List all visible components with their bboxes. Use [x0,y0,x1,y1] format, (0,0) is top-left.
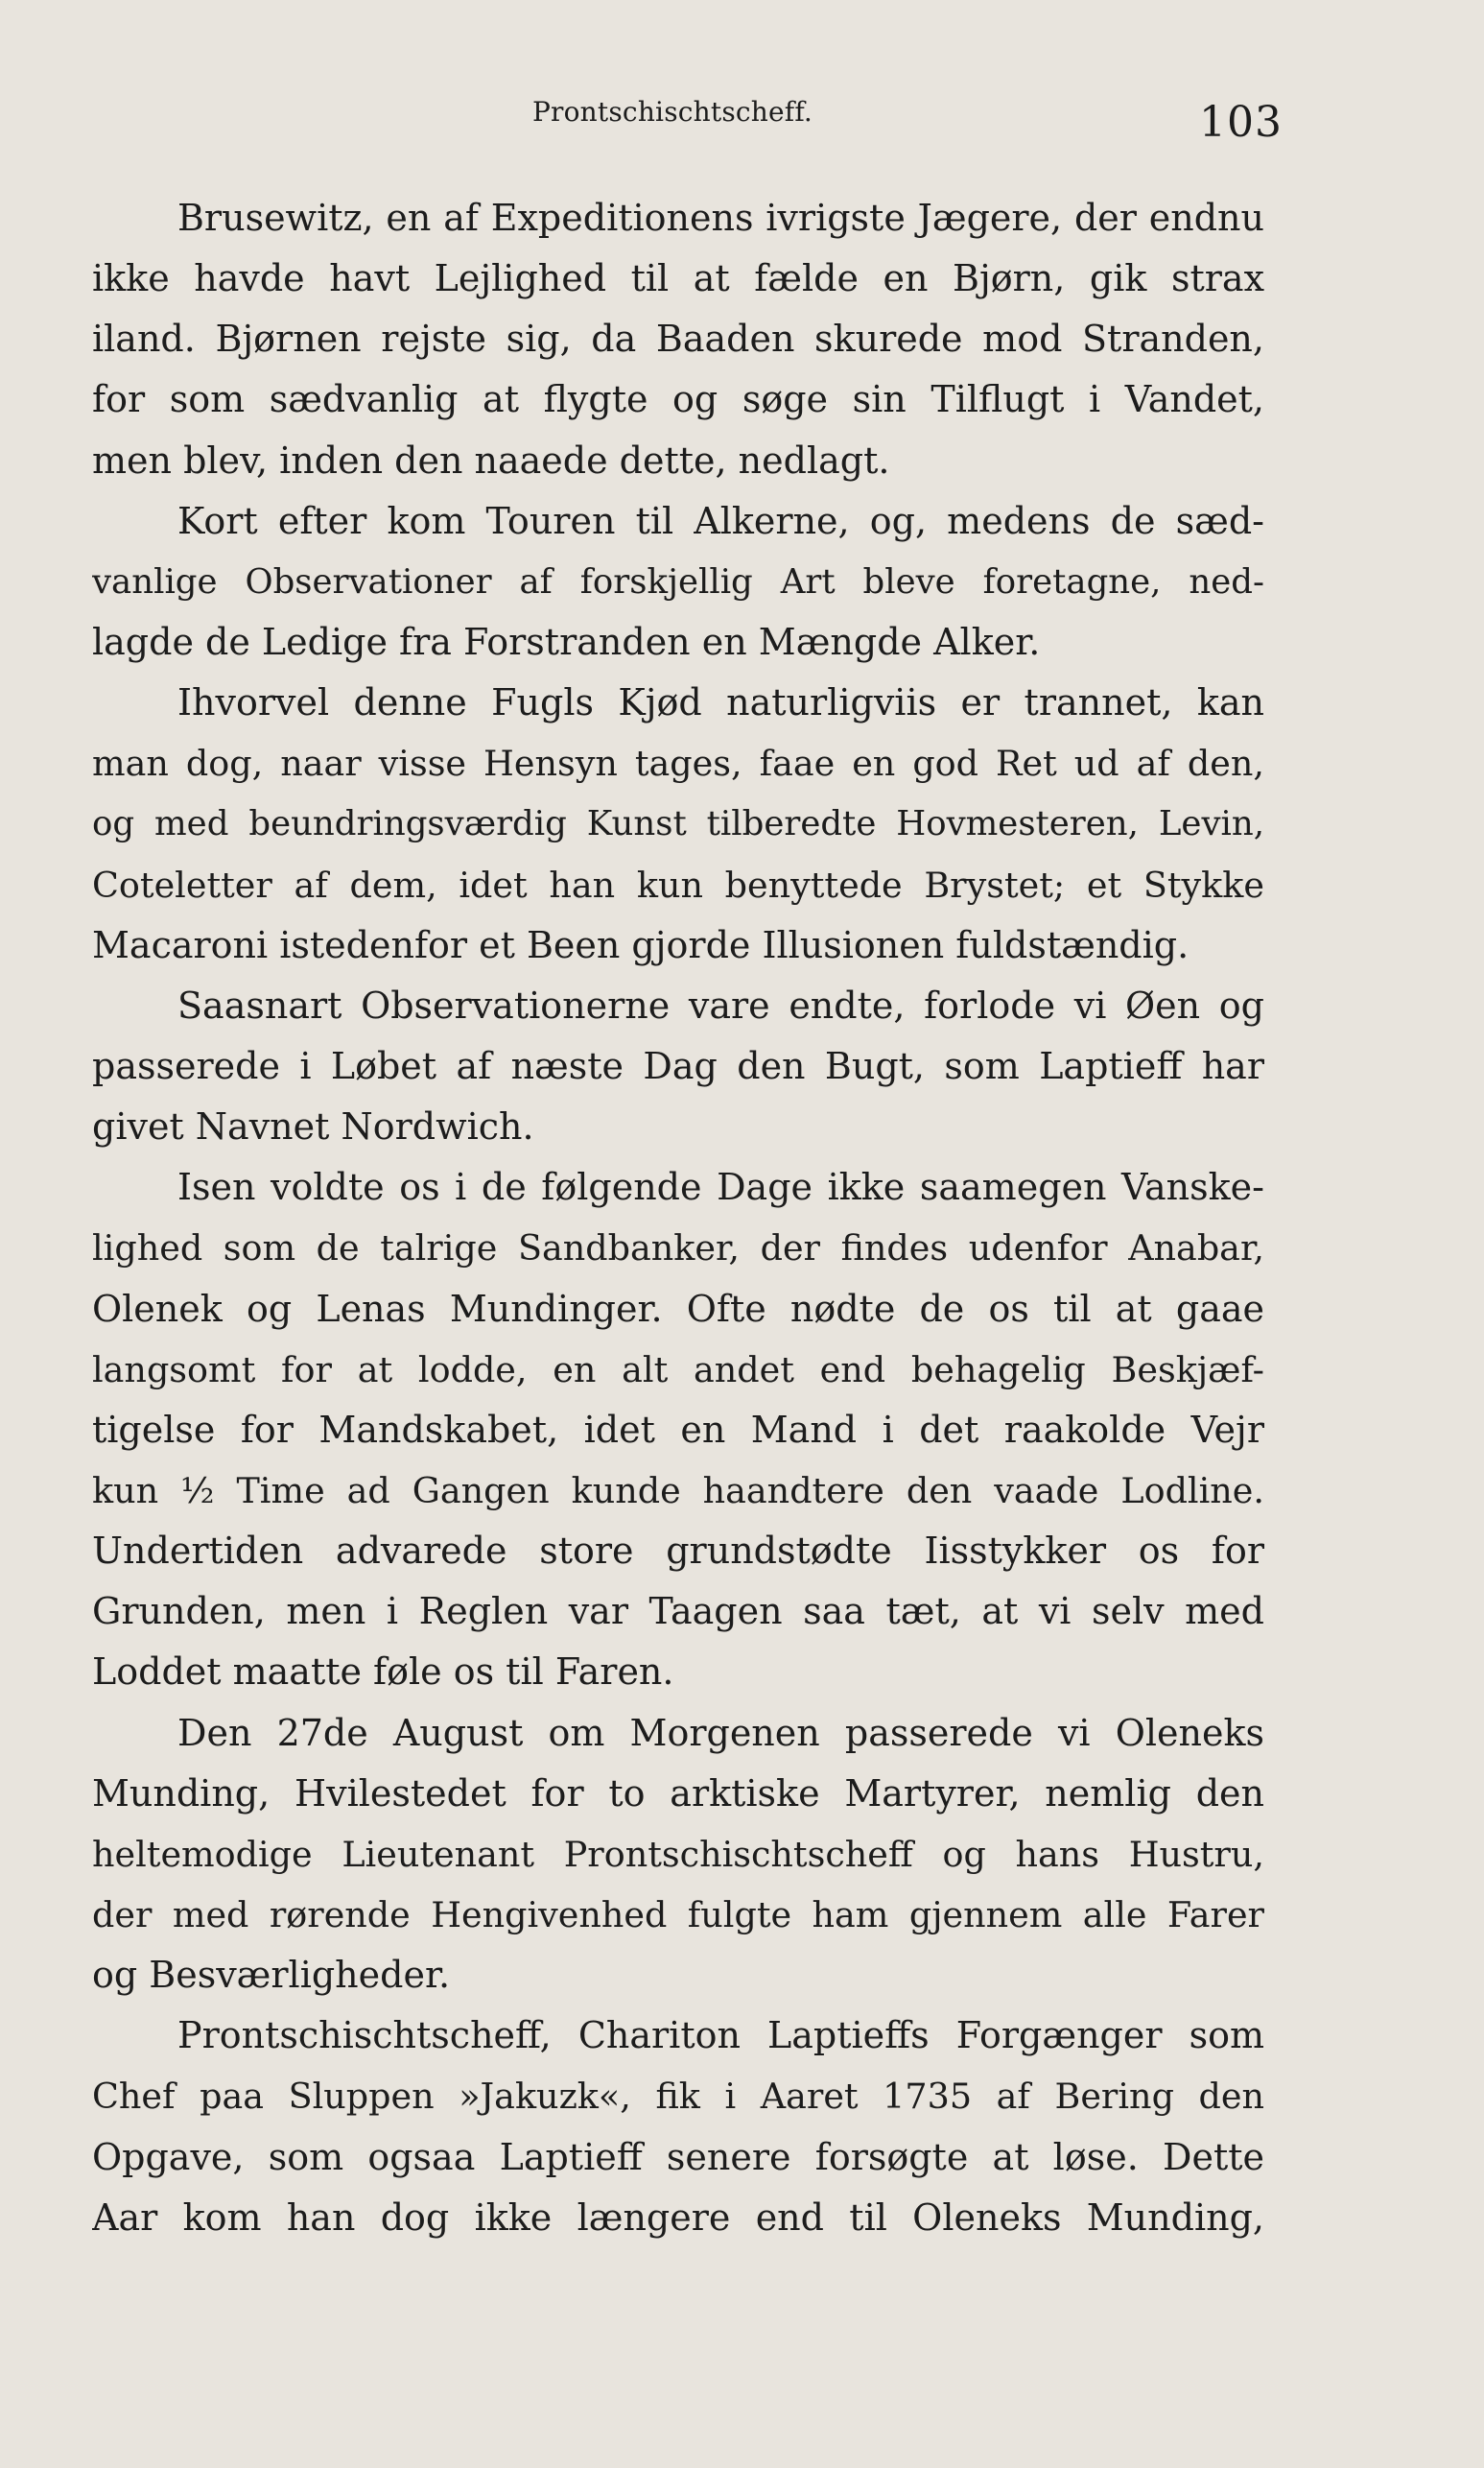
text-line: passerede i Løbet af næste Dag den Bugt, som Laptieff har [92,1044,1264,1087]
running-title: Prontschischtscheff. [532,96,813,128]
text-line: tigelse for Mandskabet, idet en Mand i det raakolde Vejr [92,1408,1264,1451]
text-line: og Besværligheder. [92,1954,451,1997]
text-line: Olenek og Lenas Mundinger. Ofte nødte de os til at gaae [92,1287,1264,1330]
text-line: heltemodige Lieutenant Prontschischtscheff og hans Hustru, [92,1833,1264,1875]
text-line: Grunden, men i Reglen var Taagen saa tæt, at vi selv med [92,1590,1264,1633]
text-line: Brusewitz, en af Expeditionens ivrigste Jægere, der endnu [177,197,1264,239]
text-line: Den 27de August om Morgenen passerede vi Oleneks [177,1711,1264,1754]
text-line: Coteletter af dem, idet han kun benyttede Brystet; et Stykke [92,864,1264,906]
text-line: der med rørende Hengivenhed fulgte ham gjennem alle Farer [92,1893,1264,1935]
text-line: kun ½ Time ad Gangen kunde haandtere den vaade Lodline. [92,1469,1264,1511]
text-line: Chef paa Sluppen »Jakuzk«, fik i Aaret 1735 af Bering den [92,2076,1264,2118]
body-text [92,188,1264,2248]
text-line: lagde de Ledige fra Forstranden en Mængde Alker. [92,620,1041,663]
text-line: lighed som de talrige Sandbanker, der findes udenfor Anabar, [92,1227,1264,1270]
text-line: og med beundringsværdig Kunst tilberedte Hovmesteren, Levin, [92,804,1264,844]
text-line: Loddet maatte føle os til Faren. [92,1650,674,1694]
page-number: 103 [1199,98,1283,147]
text-line: ikke havde havt Lejlighed til at fælde en Bjørn, gik strax [92,257,1264,300]
text-line: Undertiden advarede store grundstødte Iisstykker os for [92,1530,1264,1573]
text-line: for som sædvanlig at flygte og søge sin Tilflugt i Vandet, [92,378,1264,421]
text-line: Macaroni istedenfor et Been gjorde Illusionen fuldstændig. [92,923,1190,966]
text-line: Saasnart Observationerne vare endte, forlode vi Øen og [177,984,1264,1027]
text-line: Aar kom han dog ikke længere end til Oleneks Munding, [92,2195,1264,2239]
text-line: man dog, naar visse Hensyn tages, faae en god Ret ud af den, [92,743,1264,785]
running-head [0,96,1484,147]
text-line: langsomt for at lodde, en alt andet end behagelig Beskjæf- [92,1348,1264,1390]
text-line: givet Navnet Nordwich. [92,1105,534,1149]
text-line: men blev, inden den naaede dette, nedlagt. [92,439,890,482]
text-line: Isen voldte os i de følgende Dage ikke saamegen Vanske- [177,1166,1264,1209]
text-line: vanlige Observationer af forskjellig Art bleve foretagne, ned- [92,561,1264,602]
text-line: Prontschischtscheff, Chariton Laptieffs Forgænger som [177,2014,1264,2057]
text-line: Kort efter kom Touren til Alkerne, og, medens de sæd- [177,499,1264,542]
text-line: Ihvorvel denne Fugls Kjød naturligviis er trannet, kan [177,681,1264,724]
text-line: Opgave, som ogsaa Laptieff senere forsøgte at løse. Dette [92,2135,1264,2178]
text-line: Munding, Hvilestedet for to arktiske Martyrer, nemlig den [92,1771,1264,1815]
text-line: iland. Bjørnen rejste sig, da Baaden skurede mod Stranden, [92,318,1264,361]
